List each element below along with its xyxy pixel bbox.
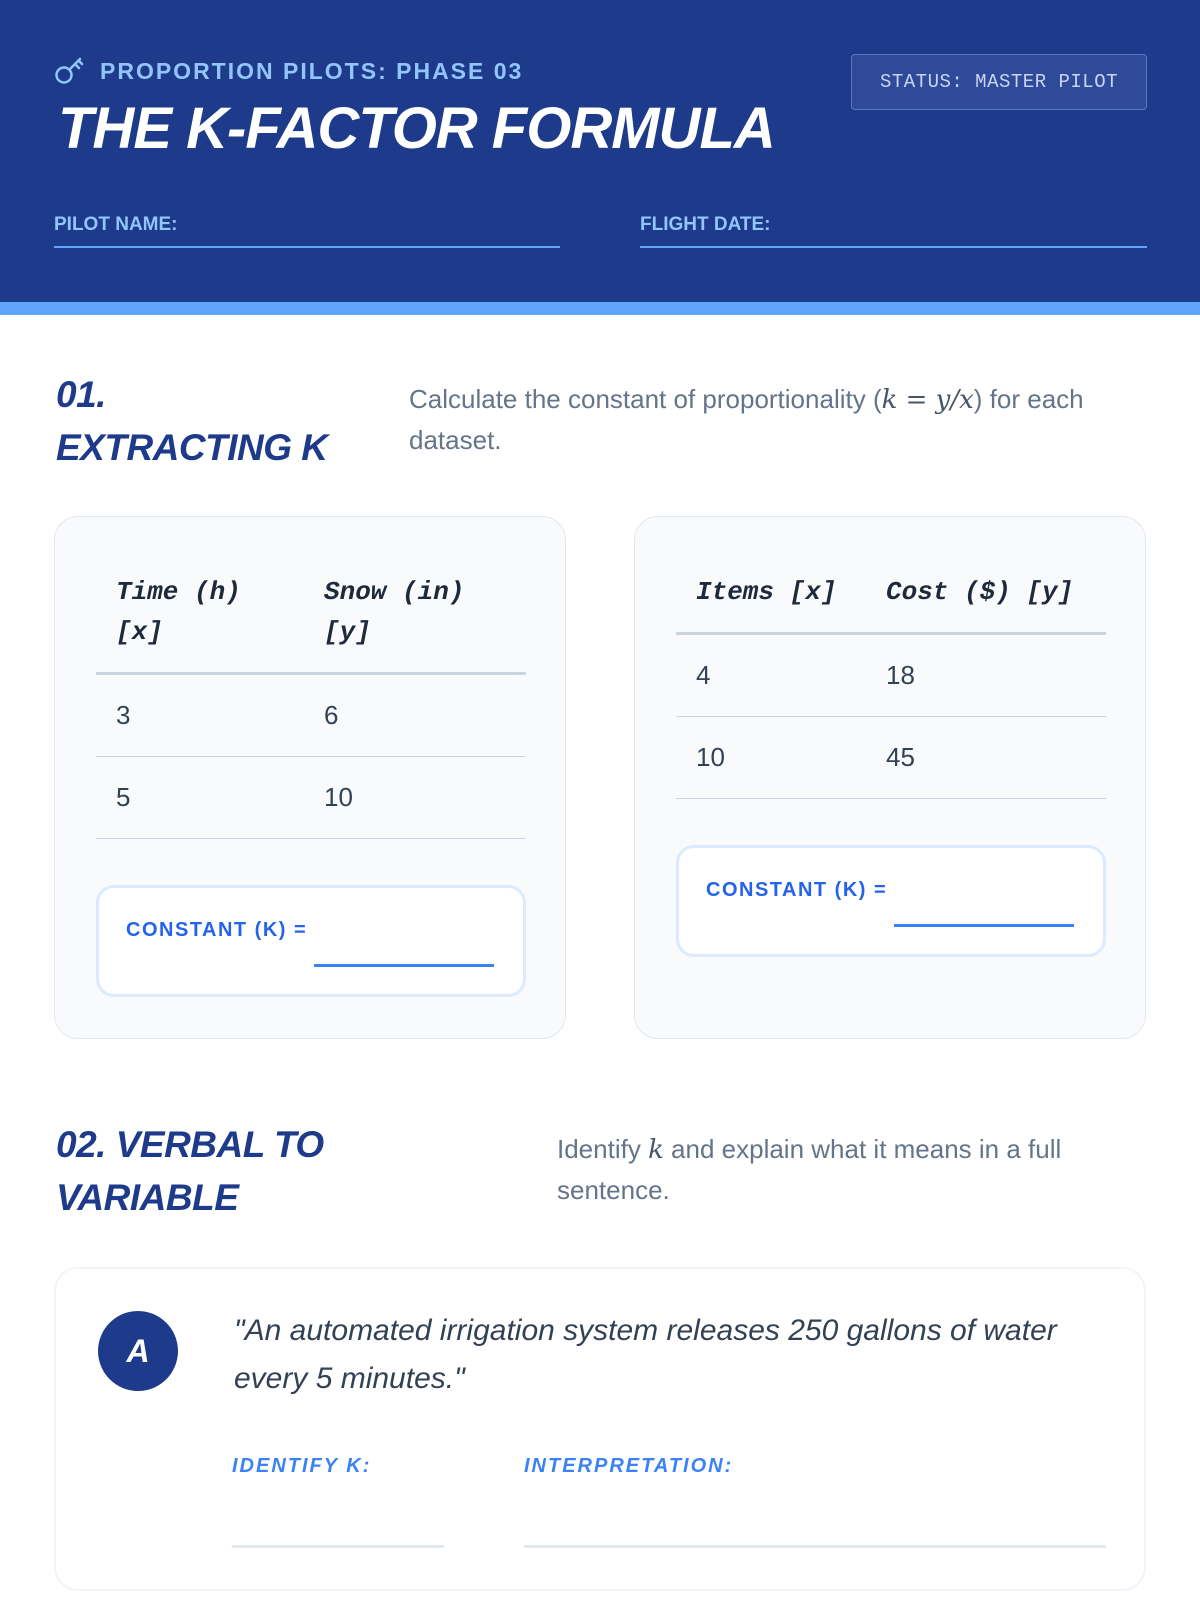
data-table: [96, 554, 526, 839]
column-header-x: Time (h) [x]: [116, 577, 241, 647]
section-1-name: EXTRACTING K: [56, 427, 328, 468]
constant-answer-box[interactable]: [676, 845, 1106, 957]
cell-x: 5: [116, 782, 131, 812]
cell-y: 6: [324, 700, 339, 730]
interpretation-label: INTERPRETATION:: [524, 1455, 734, 1477]
section-2-variable: k: [648, 1135, 664, 1165]
table-row: [96, 757, 526, 839]
section-2-title-line1: 02. VERBAL TO: [56, 1124, 324, 1165]
cell-x: 10: [696, 742, 725, 772]
dataset-card-cost: [634, 516, 1146, 1039]
identify-k-label: IDENTIFY K:: [232, 1455, 372, 1477]
data-table: [676, 554, 1106, 799]
cell-x: 3: [116, 700, 131, 730]
table-row: [96, 675, 526, 757]
status-badge: STATUS: MASTER PILOT: [851, 54, 1147, 110]
pilot-name-label: PILOT NAME:: [54, 214, 178, 235]
identify-k-answer-line[interactable]: [232, 1545, 444, 1548]
table-header: [676, 554, 1106, 635]
section-2-title: [56, 1118, 476, 1224]
phase-row: [54, 56, 523, 86]
cell-x: 4: [696, 660, 711, 690]
section-1-formula: k = y/x: [881, 385, 974, 415]
cell-y: 10: [324, 782, 353, 812]
problem-quote: "An automated irrigation system releases 250 gallons of water every 5 minutes.": [234, 1314, 1057, 1395]
dataset-card-snow: [54, 516, 566, 1039]
constant-answer-box[interactable]: [96, 885, 526, 997]
flight-date-field[interactable]: [640, 214, 1147, 248]
section-1-desc-before: Calculate the constant of proportionality (: [409, 384, 882, 414]
key-icon: [54, 56, 86, 86]
column-header-x: Items [x]: [696, 577, 837, 607]
constant-answer-line[interactable]: [894, 924, 1074, 927]
phase-label: PROPORTION PILOTS: PHASE 03: [100, 57, 524, 84]
section-1-title: [56, 368, 396, 474]
interpretation-answer-line[interactable]: [524, 1545, 1106, 1548]
constant-answer-line[interactable]: [314, 964, 494, 967]
section-2-title-line2: VARIABLE: [56, 1177, 239, 1218]
problem-card-a: [54, 1267, 1146, 1591]
flight-date-label: FLIGHT DATE:: [640, 214, 771, 235]
section-2-desc-before: Identify: [557, 1134, 649, 1164]
section-2-desc-after: and explain what it means in a full sentence.: [557, 1134, 1062, 1205]
problem-badge: A: [98, 1311, 178, 1391]
worksheet-header: [0, 0, 1200, 302]
section-1-desc-after: ) for each dataset.: [409, 384, 1084, 455]
constant-label: CONSTANT (K) =: [706, 879, 888, 901]
cell-y: 45: [886, 742, 915, 772]
column-header-y: Cost ($) [y]: [886, 577, 1074, 607]
header-accent-stripe: [0, 302, 1200, 315]
section-1-number: 01.: [56, 374, 106, 415]
section-1-description: [409, 379, 1129, 460]
cell-y: 18: [886, 660, 915, 690]
table-row: [676, 717, 1106, 799]
pilot-name-field[interactable]: [54, 214, 560, 248]
section-2-description: [557, 1129, 1137, 1210]
page-title: THE K-FACTOR FORMULA: [58, 96, 775, 161]
column-header-y: Snow (in) [y]: [324, 577, 465, 647]
table-header: [96, 554, 526, 675]
constant-label: CONSTANT (K) =: [126, 919, 308, 941]
table-row: [676, 635, 1106, 717]
